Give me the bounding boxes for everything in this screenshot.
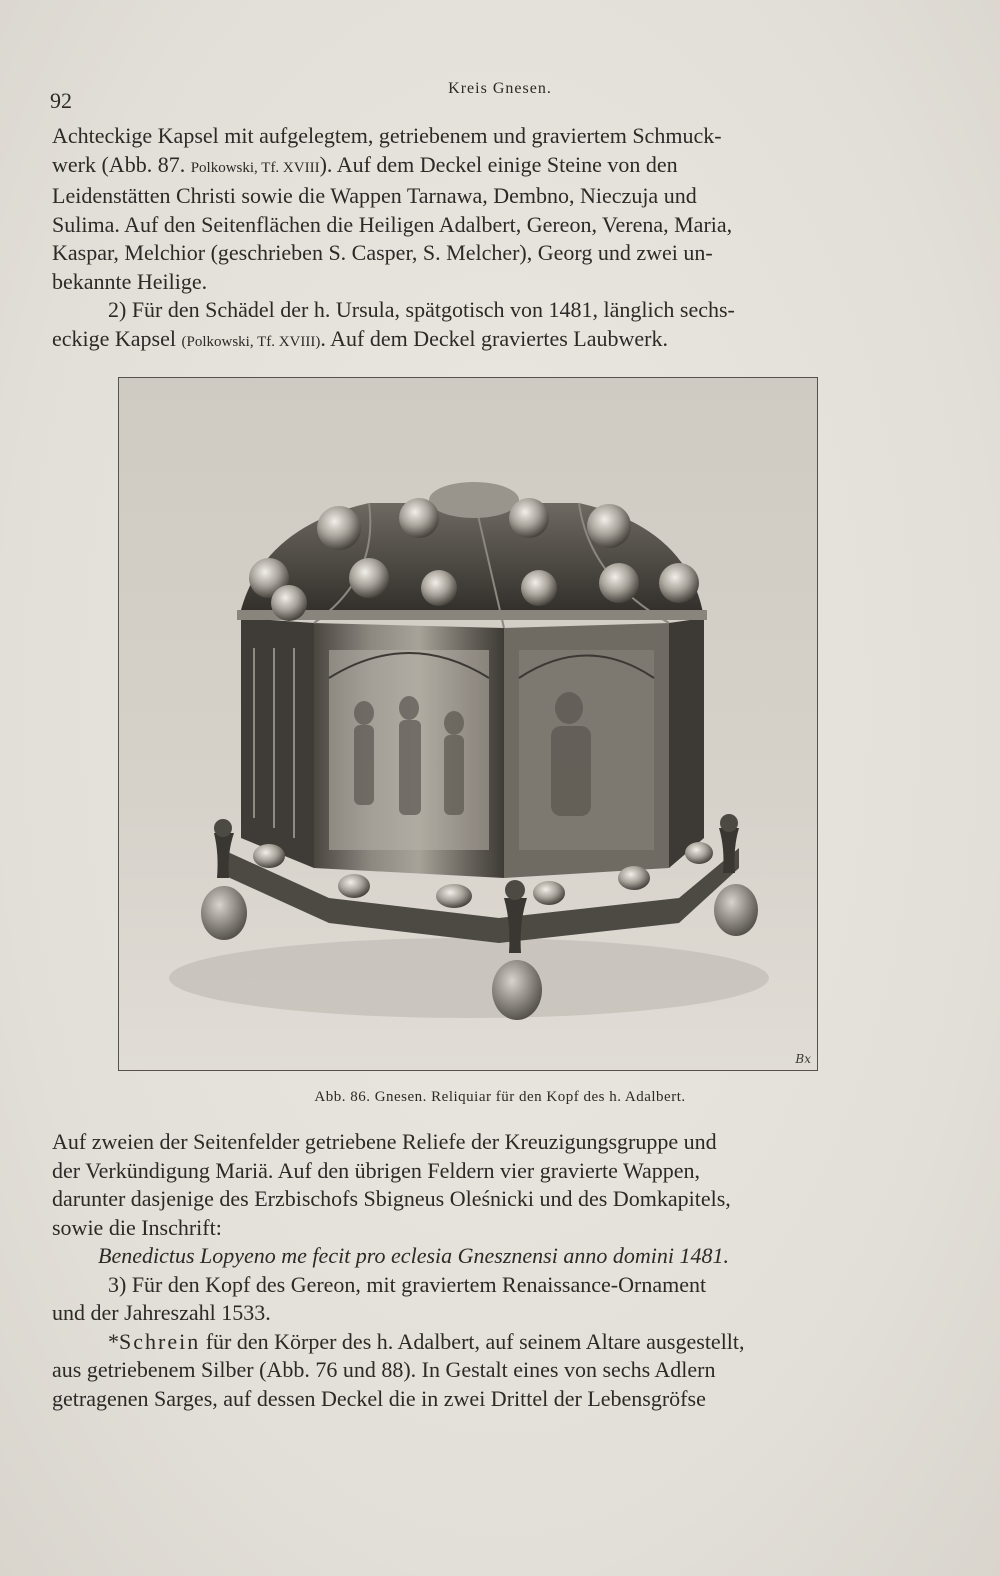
- text-line: 2) Für den Schädel der h. Ursula, spätgotisch von 1481, länglich sechs-: [108, 297, 735, 322]
- lid-top-stone: [429, 482, 519, 518]
- text-segment: für den Körper des h. Adalbert, auf seinem Altare ausgestellt,: [200, 1328, 745, 1354]
- text-line: getragenen Sarges, auf dessen Deckel die in zwei Drittel der Lebensgröfse: [52, 1385, 706, 1411]
- text-line: sowie die Inschrift:: [52, 1214, 222, 1240]
- text-segment: *: [108, 1328, 119, 1354]
- domed-lid: [239, 503, 704, 618]
- reliquary-photograph: [118, 377, 818, 1071]
- shadow: [169, 938, 769, 1018]
- page-number: 92: [50, 88, 72, 113]
- bottom-paragraph: [52, 1128, 882, 1413]
- figure-caption: Abb. 86. Gnesen. Reliquiar für den Kopf des h. Adalbert.: [314, 1089, 686, 1105]
- inscription-line: Benedictus Lopyeno me fecit pro eclesia Gnesznensi anno domini 1481.: [98, 1243, 729, 1268]
- text-line: aus getriebenem Silber (Abb. 76 und 88). In Gestalt eines von sechs Adlern: [52, 1357, 716, 1382]
- reference: Polkowski, Tf. XVIII: [190, 159, 320, 176]
- text-line: Leidenstätten Christi sowie die Wappen Tarnawa, Dembno, Nieczuja und: [52, 183, 697, 208]
- text-line: Sulima. Auf den Seitenflächen die Heiligen Adalbert, Gereon, Verena, Maria,: [52, 211, 733, 237]
- text-line: darunter dasjenige des Erzbischofs Sbigneus Oleśnicki und des Domkapitels,: [52, 1186, 731, 1211]
- body-panel-left: [241, 618, 314, 868]
- text-segment: werk (Abb. 87.: [52, 151, 191, 177]
- text-line: Kaspar, Melchior (geschrieben S. Casper, S. Melcher), Georg und zwei un-: [52, 240, 713, 265]
- body-panel-edge: [669, 618, 704, 868]
- text-line: Achteckige Kapsel mit aufgelegtem, getriebenem und graviertem Schmuck-: [52, 123, 722, 148]
- text-line: der Verkündigung Mariä. Auf den übrigen Feldern vier gravierte Wappen,: [52, 1157, 701, 1183]
- text-line: [52, 1328, 882, 1357]
- engraver-monogram: Bx: [795, 1052, 811, 1066]
- text-segment: . Auf dem Deckel graviertes Laubwerk.: [320, 325, 668, 351]
- text-line: 3) Für den Kopf des Gereon, mit graviertem Renaissance-Ornament: [108, 1271, 707, 1297]
- text-segment: ). Auf dem Deckel einige Steine von den: [319, 151, 678, 177]
- text-line: Auf zweien der Seitenfelder getriebene Reliefe der Kreuzigungsgruppe und: [52, 1129, 717, 1154]
- reference: (Polkowski, Tf. XVIII): [181, 333, 321, 350]
- text-line: und der Jahreszahl 1533.: [52, 1300, 271, 1325]
- text-line: bekannte Heilige.: [52, 268, 208, 294]
- text-segment: eckige Kapsel: [52, 325, 182, 351]
- text-line: [52, 151, 882, 183]
- reliquary-illustration: [119, 378, 817, 1070]
- lid-rim: [237, 610, 707, 620]
- running-title: Kreis Gnesen.: [448, 80, 552, 97]
- spaced-term: Schrein: [119, 1328, 201, 1354]
- text-line: [52, 325, 882, 357]
- top-paragraph: [52, 122, 882, 356]
